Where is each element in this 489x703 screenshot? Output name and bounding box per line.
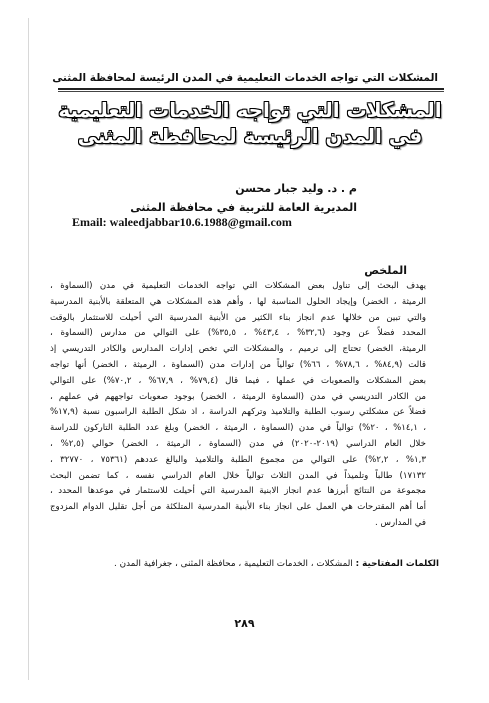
keywords (63, 559, 439, 569)
author-email: Email: waleedjabbar10.6.1988@gmail.com (72, 215, 292, 229)
paper-title-line-2: في المدن الرئيسة لمحافظة المثنى (77, 124, 423, 148)
running-header: المشكلات التي تواجه الخدمات التعليمية في المدن الرئيسة لمحافظة المثنى (52, 72, 438, 84)
abstract-line: يهدف البحث إلى تناول بعض المشكلات التي تواجه الخدمات التعليمية في مدن (السماوة ، (50, 281, 426, 291)
abstract-line: بعض المشكلات والصعوبات في عملها ، فيما قال (٧٩,٤% ، ٦٧,٩% ، ٧٠,٢%) على التوالي (50, 375, 426, 386)
abstract-line: قالت (٨٤,٩% ، ٧٨,٦% ، ٦٦%) توالياً من إدارات مدن (السماوة ، الرميثة ، الخضر) أنها تواجه (50, 359, 426, 370)
header-rule (58, 88, 444, 90)
abstract-line: فضلاً عن مشكلتي رسوب الطلبة والتلاميذ وتركهم الدراسة ، اذ شكل الطلبة الراسبون نسبة (١٧,٩% (50, 407, 426, 418)
keywords-value: المشكلات ، الخدمات التعليمية ، محافظة المثنى ، جغرافية المدن . (114, 559, 356, 569)
author-name: م . د. وليد جبار محسن (235, 182, 357, 195)
abstract-line: ١,٣% ، ٢,٢%) على التوالي من مجموع الطلبة والتلاميذ والبالغ عددهم (٧٥٣٦١ ، ٣٢٧٧٠ ، (50, 454, 426, 465)
paper-title-line-1: المشكلات التي تواجه الخدمات التعليمية (58, 98, 442, 122)
abstract-line: مجموعة من النتائج أبرزها عدم انجاز الابنية المدرسية التي أحيلت للاستثمار في موعدها المحدد ، (50, 486, 426, 497)
author-affiliation: المديرية العامة للتربية في محافظة المثنى (130, 201, 357, 214)
abstract-body (50, 279, 426, 532)
abstract-line: الرميثة، الخضر) تحتاج إلى ترميم ، والمشكلات التي تخص إدارات المدارس والكادر التدريسي إذ (50, 344, 426, 355)
abstract-line: من الكادر التدريسي في مدن (السماوة الرميثة ، الخضر) بوجود صعوبات تواجههم في عملهم ، (50, 391, 426, 402)
abstract-line: الرميثة ، الخضر) وإيجاد الحلول المناسبة لها ، وأهم هذه المشكلات هي المتعلقة بالأبنية المدرسية (50, 296, 426, 307)
abstract-line: أما أهم المقترحات هي العمل على انجاز بناء الأبنية المدرسية المتلكئة من أجل تقليل الدوام المزدوج (50, 502, 426, 513)
abstract-line: المحدد فضلاً عن وجود (٣٢,٦% ، ٤٣,٤% ، ٣٥,٥%) على التوالي من مدارس (السماوة ، (50, 328, 426, 339)
header-rule-thin (58, 91, 444, 92)
page-number: ٢٨٩ (234, 617, 255, 630)
abstract-heading: الملخص (364, 264, 407, 277)
abstract-line: والتي تبين من خلالها عدم انجاز بناء الكثير من الأبنية المدرسية التي أحيلت للاستثمار بالوقت (50, 312, 426, 323)
keywords-label: الكلمات المفتاحية : (355, 559, 439, 569)
abstract-line: في المدارس . (375, 517, 426, 528)
abstract-line: ، ١٤,١% ، ٢٠%) توالياً في مدن (السماوة ، الرميثة ، الخضر) وبلغ عدد الطلبة التاركون للدراسة (50, 423, 426, 434)
abstract-line: ١٧١٣٢) طالباً وتلميذاً في المدن الثلاث توالياً خلال العام الدراسي نفسه ، كما تضمن البحث (50, 470, 426, 481)
abstract-line: خلال العام الدراسي (٢٠١٩-٢٠٢٠) في مدن (السماوة ، الرميثة ، الخضر) حوالي (٢,٥% ، (50, 438, 426, 449)
